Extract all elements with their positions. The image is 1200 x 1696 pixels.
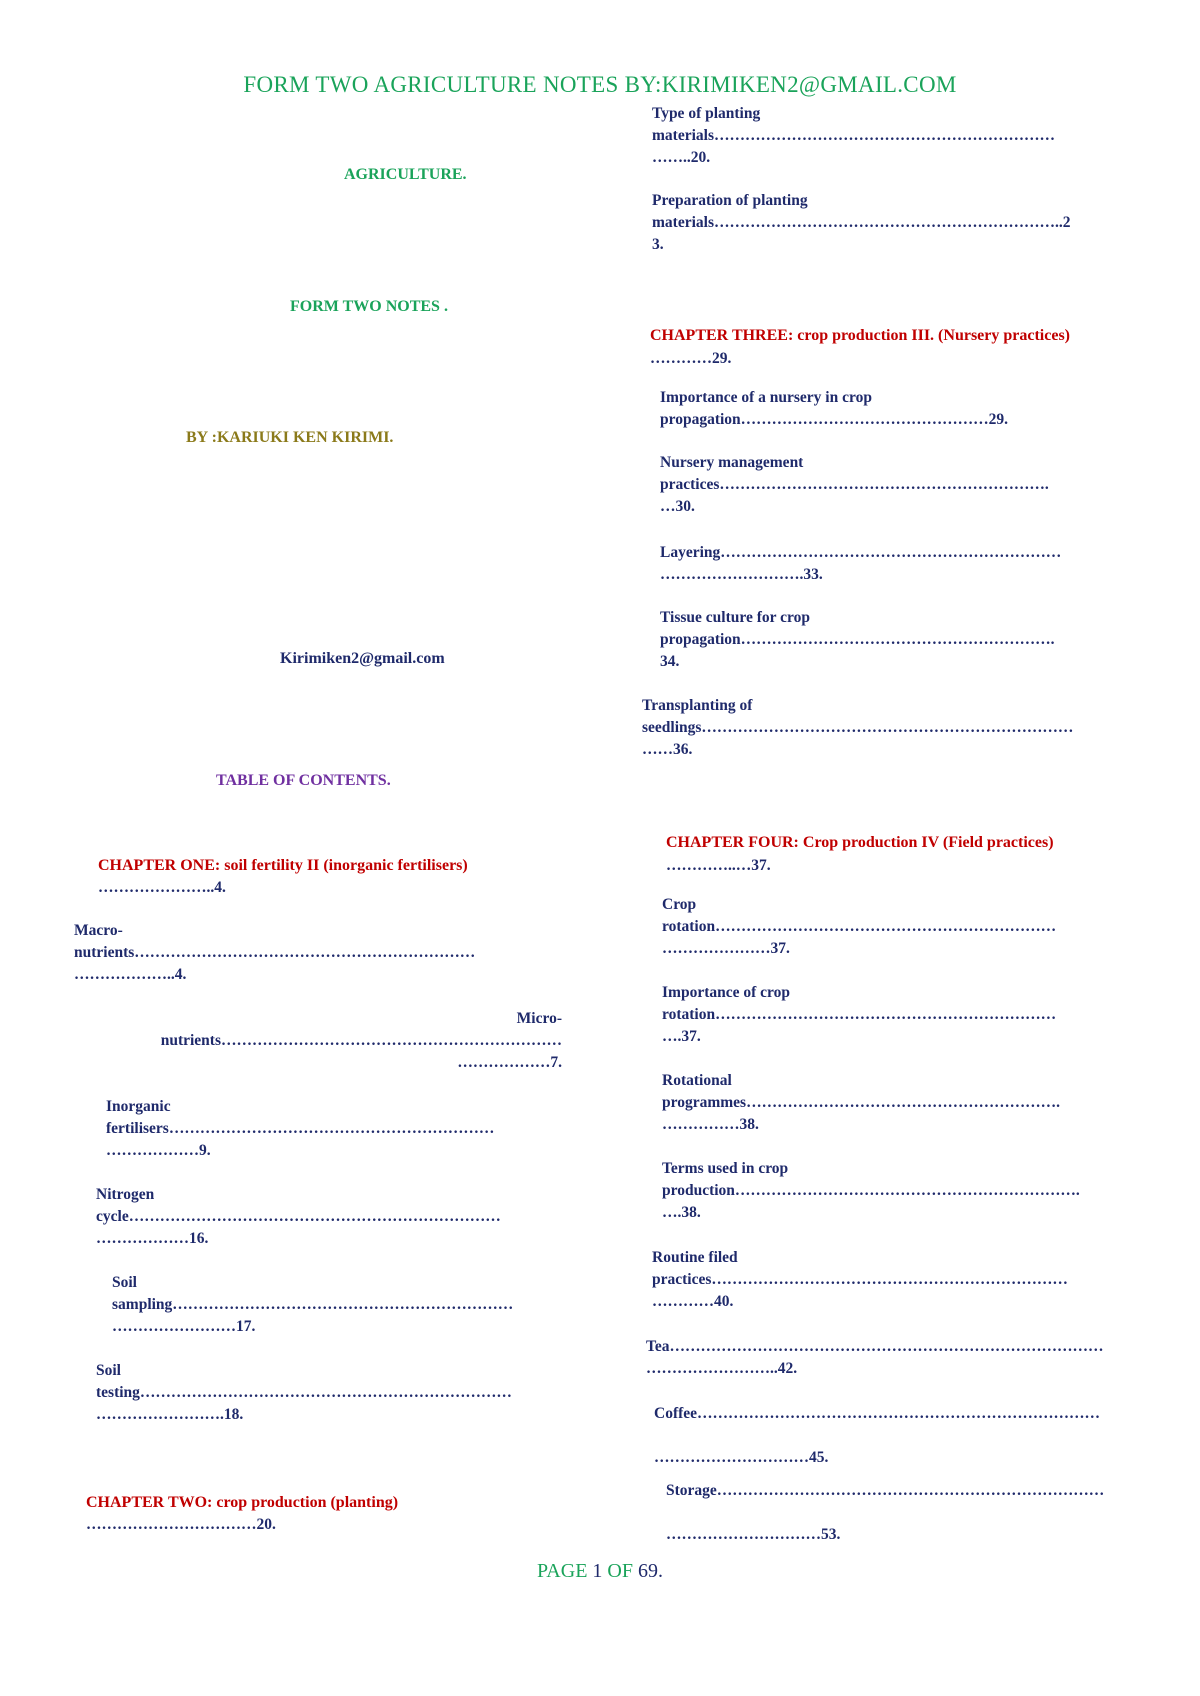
chapter-one-page: …………………..4. <box>98 879 226 896</box>
author-name: BY :KARIUKI KEN KIRIMI. <box>186 429 394 446</box>
toc-entry-layering[interactable]: Layering………………………………………………………… ……………………….33. <box>660 544 1062 583</box>
toc-entry-macro-nutrients[interactable]: Macro- nutrients………………………………………………………… ………………..4. <box>74 922 476 983</box>
toc-entry-inorganic-fertilisers[interactable]: Inorganic fertilisers……………………………………………………… ………………9. <box>106 1098 495 1159</box>
footer-prefix: PAGE <box>537 1560 593 1582</box>
form-title: FORM TWO NOTES . <box>290 298 448 315</box>
document-header: FORM TWO AGRICULTURE NOTES BY:KIRIMIKEN2@GMAIL.COM <box>243 72 957 97</box>
chapter-two-title: CHAPTER TWO: crop production (planting) <box>86 1494 399 1511</box>
footer-total-pages: 69. <box>637 1560 663 1582</box>
toc-entry-crop-rotation[interactable]: Crop rotation………………………………………………………… …………………37. <box>662 896 1057 957</box>
chapter-one-title: CHAPTER ONE: soil fertility II (inorganic fertilisers) <box>98 857 468 874</box>
subject-title: AGRICULTURE. <box>344 166 467 183</box>
toc-entry-importance-of-nursery[interactable]: Importance of a nursery in crop propagation…………………………………………29. <box>660 389 1009 428</box>
footer-page-number: 1 <box>592 1560 603 1582</box>
toc-entry-nursery-management[interactable]: Nursery management practices………………………………………………………. …30. <box>660 454 1049 515</box>
toc-entry-terms-used-in-crop-production[interactable]: Terms used in crop production…………………………………………………………. ….38. <box>662 1160 1080 1221</box>
toc-entry-storage[interactable]: Storage………………………………………………………………… …………………………53. <box>666 1482 1105 1543</box>
toc-entry-soil-testing[interactable]: Soil testing……………………………………………………………… …………………….18. <box>96 1362 512 1423</box>
chapter-three-title: CHAPTER THREE: crop production III. (Nursery practices) <box>650 327 1070 344</box>
toc-entry-importance-of-crop-rotation[interactable]: Importance of crop rotation………………………………………………………… ….37. <box>662 984 1057 1045</box>
toc-entry-soil-sampling[interactable]: Soil sampling………………………………………………………… ……………………17. <box>112 1274 514 1335</box>
chapter-three-page: …………29. <box>650 350 732 367</box>
toc-title: TABLE OF CONTENTS. <box>216 772 391 789</box>
toc-entry-tissue-culture[interactable]: Tissue culture for crop propagation……………………………………………………. 34. <box>660 609 1055 670</box>
chapter-two-page: ……………………………20. <box>86 1516 276 1533</box>
toc-entry-nitrogen-cycle[interactable]: Nitrogen cycle……………………………………………………………… ………………16. <box>96 1186 501 1247</box>
chapter-four-page: …………..…37. <box>666 857 771 874</box>
toc-entry-coffee[interactable]: Coffee…………………………………………………………………… …………………………45. <box>654 1405 1101 1466</box>
chapter-four-title: CHAPTER FOUR: Crop production IV (Field practices) <box>666 834 1054 851</box>
page-footer <box>0 1560 1200 1583</box>
toc-entry-preparation-of-planting-materials[interactable]: Preparation of planting materials…………………………………………………………..2 3. <box>652 192 1071 253</box>
author-email: Kirimiken2@gmail.com <box>280 650 445 667</box>
toc-entry-micro-nutrients[interactable]: Micro- nutrients………………………………………………………… ………………7. <box>160 1010 562 1071</box>
toc-entry-type-of-planting-materials[interactable]: Type of planting materials………………………………………………………… ……..20. <box>652 105 1055 166</box>
footer-middle: OF <box>602 1560 638 1582</box>
toc-entry-routine-field-practices[interactable]: Routine filed practices…………………………………………………………… …………40. <box>652 1249 1068 1310</box>
toc-entry-tea[interactable]: Tea………………………………………………………………………… ……………………..42. <box>646 1338 1104 1377</box>
toc-entry-transplanting-seedlings[interactable]: Transplanting of seedlings……………………………………………………………… ……36. <box>642 697 1074 758</box>
toc-entry-rotational-programmes[interactable]: Rotational programmes……………………………………………………. ……………38. <box>662 1072 1060 1133</box>
